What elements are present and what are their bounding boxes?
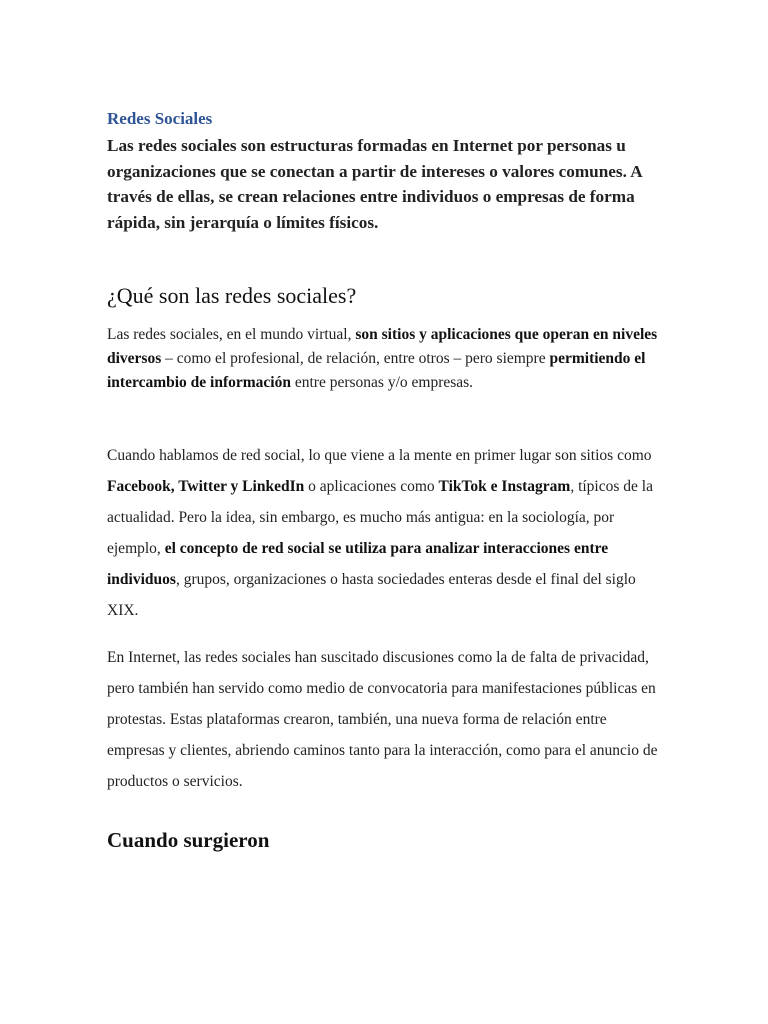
text-run: Cuando hablamos de red social, lo que viene a la mente en primer lugar son sitios como [107,447,652,464]
text-run: , típicos de la actualidad. Pero la idea, sin embargo, es mucho más antigua: en la sociología, por ejemplo, [107,478,653,557]
paragraph-internet: En Internet, las redes sociales han suscitado discusiones como la de falta de privacidad, pero también han servido como medio de convocatoria para manifestaciones públicas en protestas. Estas plataformas crearon, también, una nueva forma de relación entre empresas y clientes, abriendo caminos tanto para la interacción, como para el anuncio de productos o servicios. [107,649,658,790]
text-run: entre personas y/o empresas. [290,374,474,391]
intro-paragraph: Las redes sociales son estructuras formadas en Internet por personas u organizaciones que se conectan a partir de intereses o valores comunes. A través de ellas, se crean relaciones entre individuos o empresas de forma rápida, sin jerarquía o límites físicos. [107,136,642,232]
bold-run: son sitios y aplicaciones que operan en niveles diversos [107,326,658,367]
text-run: , grupos, organizaciones o hasta sociedades enteras desde el final del siglo XIX. [107,571,636,619]
bold-run: Facebook, Twitter y LinkedIn [107,478,305,495]
text-run: Las redes sociales, en el mundo virtual, [107,326,356,343]
document-title: Redes Sociales [107,109,213,128]
bold-run: TikTok e Instagram [438,478,571,495]
section-heading-que-son: ¿Qué son las redes sociales? [107,283,357,308]
bold-run: permitiendo el intercambio de información [107,350,646,391]
paragraph-examples [107,440,667,626]
bold-run: el concepto de red social se utiliza para analizar interacciones entre individuos [107,540,609,588]
paragraph-definition [107,323,667,395]
text-run: – como el profesional, de relación, entre otros – pero siempre [161,350,550,367]
section-heading-cuando-surgieron: Cuando surgieron [107,828,270,852]
text-run: o aplicaciones como [304,478,439,495]
